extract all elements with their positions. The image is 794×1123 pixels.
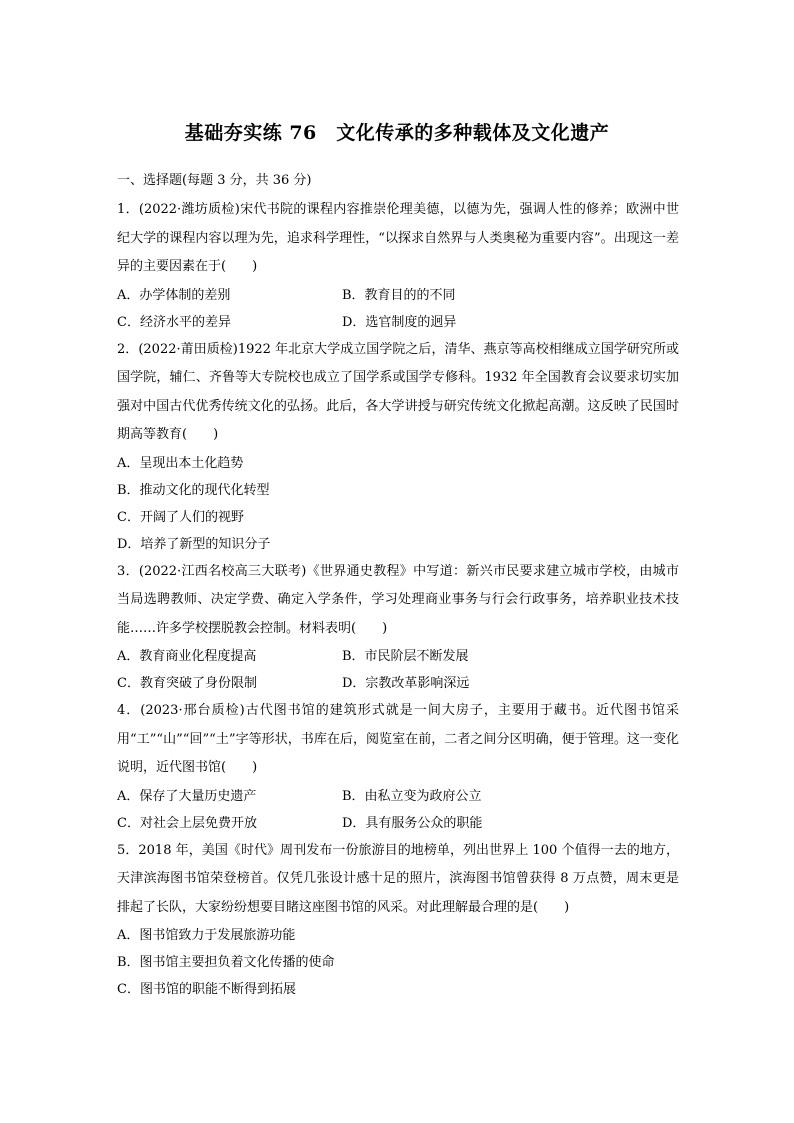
- option-c: C．经济水平的差异: [117, 314, 231, 330]
- content-body: [117, 168, 679, 1003]
- section-heading: 一、选择题(每题 3 分，共 36 分): [117, 173, 312, 188]
- options-group: [117, 922, 679, 1003]
- option-b: B．推动文化的现代化转型: [117, 482, 270, 498]
- question-stem: 5．2018 年，美国《时代》周刊发布一份旅游目的地榜单，列出世界上 100 个值得一去的地方，天津滨海图书馆荣登榜首。仅凭几张设计感十足的照片，滨海图书馆曾获得 8 万点赞，周末更是排起了长队，大家纷纷想要目睹这座图书馆的风采。对此理解最合理的是( ): [117, 842, 679, 915]
- options-group: [117, 783, 679, 837]
- option-b: B．市民阶层不断发展: [342, 649, 469, 664]
- option-b: B．图书馆主要担负着文化传播的使命: [117, 955, 335, 970]
- question-1: [117, 196, 679, 336]
- option-b: B．教育目的的不同: [342, 287, 456, 303]
- question-3: [117, 558, 679, 698]
- options-group: [117, 282, 679, 336]
- option-d: D．宗教改革影响深远: [342, 676, 470, 691]
- option-a: A．呈现出本土化趋势: [117, 455, 244, 471]
- question-4: [117, 697, 679, 837]
- option-b: B．由私立变为政府公立: [342, 788, 482, 804]
- option-d: D．选官制度的迥异: [342, 314, 457, 330]
- option-c: C．对社会上层免费开放: [117, 815, 257, 831]
- option-a: A．办学体制的差别: [117, 287, 231, 303]
- question-2: [117, 336, 679, 558]
- option-d: D．具有服务公众的职能: [342, 815, 483, 831]
- options-group: [117, 450, 679, 558]
- option-c: C．图书馆的职能不断得到拓展: [117, 982, 296, 997]
- option-d: D．培养了新型的知识分子: [117, 536, 271, 552]
- option-a: A．教育商业化程度提高: [117, 649, 257, 664]
- page-title: 基础夯实练 76 文化传承的多种载体及文化遗产: [184, 122, 610, 144]
- options-group: [117, 643, 679, 697]
- question-stem: 4．(2023·邢台质检)古代图书馆的建筑形式就是一间大房子，主要用于藏书。近代图书馆采用“工”“山”“回”“土”字等形状，书库在后，阅览室在前，二者之间分区明确，便于管理。这一变化说明，近代图书馆( ): [117, 703, 679, 775]
- question-stem: 2．(2022·莆田质检)1922 年北京大学成立国学院之后，清华、燕京等高校相继成立国学研究所或国学院，辅仁、齐鲁等大专院校也成立了国学系或国学专修科。1932 年全国教育会议要求切实加强对中国古代优秀传统文化的弘扬。此后，各大学讲授与研究传统文化掀起高潮。这反映了民国时期高等教育( ): [117, 341, 679, 442]
- option-a: A．图书馆致力于发展旅游功能: [117, 928, 296, 943]
- option-c: C．教育突破了身份限制: [117, 676, 257, 691]
- option-c: C．开阔了人们的视野: [117, 509, 244, 525]
- question-stem: 1．(2022·潍坊质检)宋代书院的课程内容推崇伦理美德，以德为先，强调人性的修养；欧洲中世纪大学的课程内容以理为先，追求科学理性，“以探求自然界与人类奥秘为重要内容”。出现这一差异的主要因素在于( ): [117, 202, 679, 274]
- option-a: A．保存了大量历史遗产: [117, 788, 257, 804]
- question-stem: 3．(2022·江西名校高三大联考)《世界通史教程》中写道：新兴市民要求建立城市学校，由城市当局选聘教师、决定学费、确定入学条件，学习处理商业事务与行会行政事务，培养职业技术技能……许多学校摆脱教会控制。材料表明( ): [117, 563, 679, 636]
- question-5: [117, 837, 679, 1004]
